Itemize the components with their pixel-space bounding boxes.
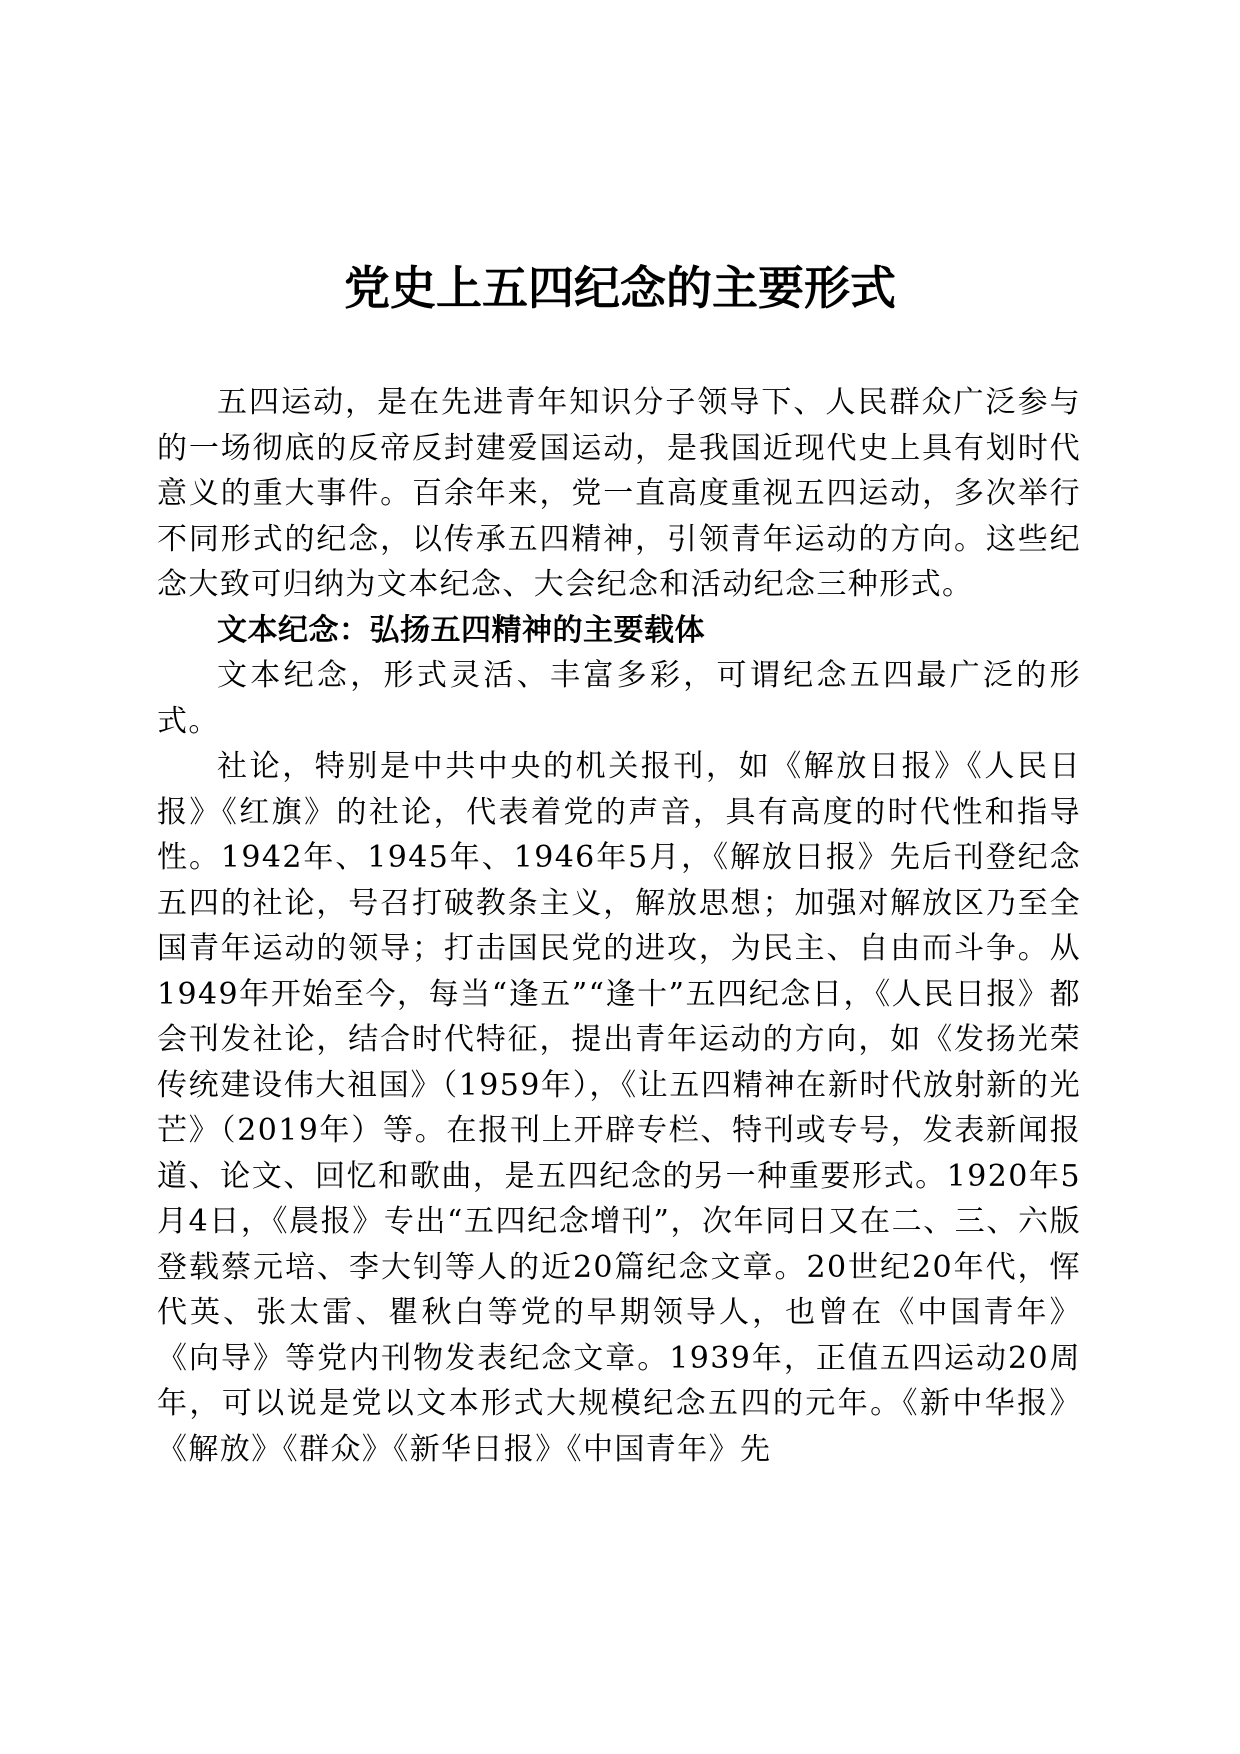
intro-paragraph: 五四运动，是在先进青年知识分子领导下、人民群众广泛参与的一场彻底的反帝反封建爱国运动，是我国近现代史上具有划时代意义的重大事件。百余年来，党一直高度重视五四运动，多次举行不同形式的纪念，以传承五四精神，引领青年运动的方向。这些纪念大致可归纳为文本纪念、大会纪念和活动纪念三种形式。 xyxy=(157,385,1081,602)
document-title: 党史上五四纪念的主要形式 xyxy=(344,261,896,315)
document-body xyxy=(157,380,1081,1472)
section-paragraph: 社论，特别是中共中央的机关报刊，如《解放日报》《人民日报》《红旗》的社论，代表着党的声音，具有高度的时代性和指导性。1942年、1945年、1946年5月，《解放日报》先后刊登纪念五四的社论，号召打破教条主义，解放思想；加强对解放区乃至全国青年运动的领导；打击国民党的进攻，为民主、自由而斗争。从1949年开始至今，每当“逢五”“逢十”五四纪念日，《人民日报》都会刊发社论，结合时代特征，提出青年运动的方向，如《发扬光荣传统建设伟大祖国》（1959年），《让五四精神在新时代放射新的光芒》（2019年）等。在报刊上开辟专栏、特刊或专号，发表新闻报道、论文、回忆和歌曲，是五四纪念的另一种重要形式。1920年5月4日，《晨报》专出“五四纪念增刊”，次年同日又在二、三、六版登载蔡元培、李大钊等人的近20篇纪念文章。20世纪20年代，恽代英、张太雷、瞿秋白等党的早期领导人，也曾在《中国青年》《向导》等党内刊物发表纪念文章。1939年，正值五四运动20周年，可以说是党以文本形式大规模纪念五四的元年。《新中华报》《解放》《群众》《新华日报》《中国青年》先 xyxy=(157,749,1081,1467)
section-paragraph: 文本纪念，形式灵活、丰富多彩，可谓纪念五四最广泛的形式。 xyxy=(157,658,1081,739)
section-heading: 文本纪念：弘扬五四精神的主要载体 xyxy=(217,612,705,648)
